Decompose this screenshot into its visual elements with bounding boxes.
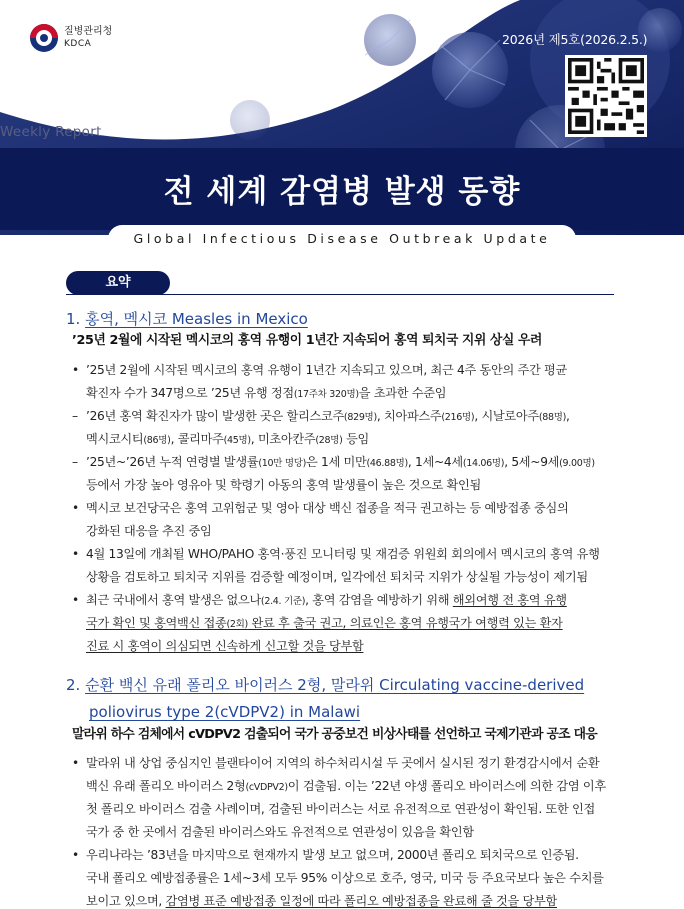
text-run: ’26년 홍역 확진자가 많이 발생한 곳은 할리스코주	[86, 409, 344, 423]
section-2-number: 2.	[66, 676, 81, 694]
org-korean: 질병관리청	[64, 26, 113, 37]
text-note: (28명)	[315, 435, 343, 446]
section-1-line: 4월 13일에 개최될 WHO/PAHO 홍역·풍진 모니터링 및 재검증 위원회 회의에서 멕시코의 홍역 유행	[86, 547, 600, 561]
text-run: , 5세~9세	[504, 455, 560, 469]
section-1-heading: 홍역, 멕시코 Measles in Mexico	[85, 310, 308, 328]
kdca-emblem-icon	[30, 24, 58, 52]
section-2-line: 말라위 내 상업 중심지인 블랜타이어 지역의 하수처리시설 두 곳에서 실시된 정기 환경감시에서 순환	[86, 756, 600, 770]
section-1-number: 1.	[66, 310, 81, 328]
section-1-line: ’25년 2월에 시작된 멕시코의 홍역 유행이 1년간 지속되고 있으며, 최근 4주 동안의 주간 평균	[86, 363, 567, 377]
text-note: (86명)	[143, 435, 171, 446]
section-1-line: 진료 시 홍역이 의심되면 신속하게 신고할 것을 당부함	[86, 639, 364, 653]
section-2-line: 국내 폴리오 예방접종률은 1세~3세 모두 95% 이상으로 호주, 영국, 미국 등 주요국보다 높은 수치를	[86, 871, 604, 885]
text-run: , 치아파스주	[376, 409, 442, 423]
text-run: 최근 국내에서 홍역 발생은 없으나	[86, 593, 261, 607]
section-1-line	[86, 408, 570, 426]
text-run: ,	[566, 409, 570, 423]
section-1-line: 강화된 대응을 추진 중임	[86, 524, 212, 538]
text-note: (829명)	[343, 412, 377, 423]
text-note: (2.4. 기준)	[260, 596, 306, 607]
logo-text	[64, 26, 112, 50]
text-run: 확진자 수가 347명으로 ’25년 유행 정점	[86, 386, 294, 400]
text-note: (10만 명당)	[258, 458, 306, 469]
title-banner	[0, 148, 684, 230]
kdca-logo	[30, 24, 112, 52]
section-1-title	[66, 309, 308, 329]
section-1-headline: ’25년 2월에 시작된 멕시코의 홍역 유행이 1년간 지속되어 홍역 퇴치국 지위 상실 우려	[72, 333, 542, 348]
text-run: , 미초아칸주	[250, 432, 316, 446]
section-1-line	[86, 385, 446, 403]
report-header	[0, 0, 684, 235]
section-1-line: 등에서 가장 높아 영유아 및 학령기 아동의 홍역 발생률이 높은 것으로 확인됨	[86, 478, 481, 492]
section-1-line: 멕시코 보건당국은 홍역 고위험군 및 영아 대상 백신 접종을 적극 권고하는 등 예방접종 중심의	[86, 501, 569, 515]
text-run: ’25년~’26년 누적 연령별 발생률	[86, 455, 259, 469]
section-1-line	[86, 454, 595, 472]
issue-number: 2026년 제5호(2026.2.5.)	[502, 32, 648, 47]
bullet-icon: •	[72, 501, 80, 515]
section-2-headline: 말라위 하수 검체에서 cVDPV2 검출되어 국가 공중보건 비상사태를 선언하고 국제기관과 공조 대응	[72, 727, 597, 742]
text-run: , 콜리마주	[170, 432, 224, 446]
bullet-icon: •	[72, 547, 80, 561]
bullet-icon: •	[72, 756, 80, 770]
text-run: , 1세~4세	[407, 455, 463, 469]
section-2-title	[66, 675, 584, 695]
section-1-line	[86, 592, 567, 610]
summary-divider	[66, 294, 614, 295]
emphasis-text: 해외여행 전 홍역 유행	[452, 593, 567, 607]
section-2-heading: 순환 백신 유래 폴리오 바이러스 2형, 말라위 Circulating vaccine-derived	[85, 676, 585, 694]
text-run: 을 초과한 수준임	[358, 386, 447, 400]
text-note: (cVDPV2)	[245, 782, 288, 793]
text-note: (9.00명)	[559, 458, 595, 469]
text-run: 등임	[342, 432, 370, 446]
text-run: 이 검출됨. 이는 ’22년 야생 폴리오 바이러스에 의한 감염 이후	[287, 779, 606, 793]
text-note: (46.88명)	[366, 458, 408, 469]
dash-icon: –	[72, 409, 79, 423]
page-title: 전 세계 감염병 발생 동향	[163, 174, 521, 210]
text-run: , 시날로아주	[474, 409, 539, 423]
series-label: Weekly Report	[0, 124, 102, 140]
section-2-line	[86, 778, 606, 796]
dash-icon: –	[72, 455, 79, 469]
section-2-title-cont	[89, 702, 360, 722]
summary-badge: 요약	[66, 271, 170, 295]
bullet-icon: •	[72, 848, 80, 862]
text-note: (216명)	[441, 412, 475, 423]
section-2-heading-cont: poliovirus type 2(cVDPV2) in Malawi	[89, 703, 361, 721]
text-run: 은 1세 미만	[306, 455, 367, 469]
section-2-line: 우리나라는 ’83년을 마지막으로 현재까지 발생 보고 없으며, 2000년 폴리오 퇴치국으로 인증됨.	[86, 848, 579, 862]
emphasis-text: 국가 확인 및 홍역백신 접종	[86, 616, 227, 630]
page-subtitle: Global Infectious Disease Outbreak Update	[108, 225, 576, 253]
section-2-line: 첫 폴리오 바이러스 검출 사례이며, 검출된 바이러스는 서로 유전적으로 연관성이 확인됨. 또한 인접	[86, 802, 595, 816]
text-note: (45명)	[223, 435, 251, 446]
text-run: , 홍역 감염을 예방하기 위해	[305, 593, 453, 607]
bullet-icon: •	[72, 363, 80, 377]
text-run: 백신 유래 폴리오 바이러스 2형	[86, 779, 246, 793]
bullet-icon: •	[72, 593, 80, 607]
qr-pattern	[568, 58, 644, 134]
section-2-line	[86, 893, 557, 909]
section-1-line	[86, 431, 369, 449]
section-1-line: 상황을 검토하고 퇴치국 지위를 검증할 예정이며, 일각에선 퇴치국 지위가 상실될 가능성이 제기됨	[86, 570, 588, 584]
emphasis-text: 완료 후 출국 권고, 의료인은 홍역 유행국가 여행력 있는 환자	[247, 616, 563, 630]
text-run: 멕시코시티	[86, 432, 144, 446]
text-note: (88명)	[538, 412, 567, 423]
text-run: 보이고 있으며,	[86, 894, 166, 908]
org-english: KDCA	[64, 39, 92, 49]
text-note: (2회)	[226, 619, 248, 630]
text-note: (14.06명)	[462, 458, 505, 469]
section-1-line	[86, 615, 563, 633]
section-2-line: 국가 중 한 곳에서 검출된 바이러스와도 유전적으로 연관성이 있음을 확인함	[86, 825, 474, 839]
qr-code-icon[interactable]	[565, 55, 647, 137]
text-note: (17주차 320명)	[293, 389, 359, 400]
emphasis-text: 감염병 표준 예방접종 일정에 따라 폴리오 예방접종을 완료해 줄 것을 당부함	[165, 894, 557, 908]
